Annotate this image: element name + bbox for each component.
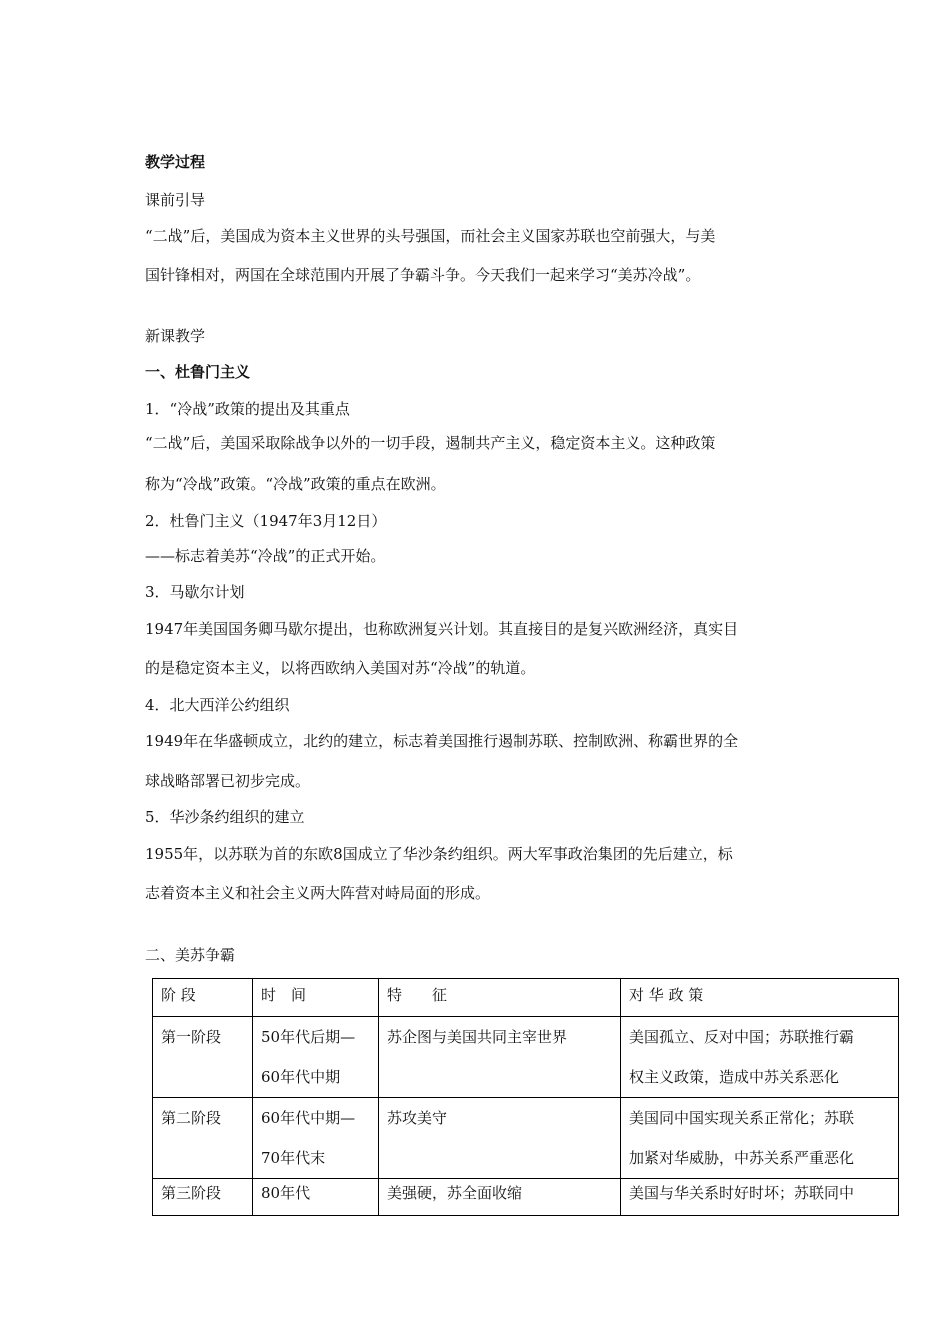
section-title: 教学过程 <box>145 153 206 171</box>
paragraph-line: 1949年在华盛顿成立，北约的建立，标志着美国推行遏制苏联、控制欧洲、称霸世界的全 <box>145 732 739 750</box>
time-cell: 80年代 <box>253 1179 379 1216</box>
policy-cell: 美国同中国实现关系正常化；苏联 加紧对华威胁，中苏关系严重恶化 <box>621 1098 899 1179</box>
paragraph-line: 的是稳定资本主义，以将西欧纳入美国对苏“冷战”的轨道。 <box>145 659 536 677</box>
intro-heading: 课前引导 <box>145 191 206 209</box>
table-row <box>153 1017 899 1098</box>
subheading: 1．“冷战”政策的提出及其重点 <box>145 400 350 418</box>
feature-cell: 苏攻美守 <box>379 1098 621 1179</box>
us-soviet-rivalry-table <box>152 978 899 1216</box>
policy-cell: 美国孤立、反对中国；苏联推行霸 权主义政策，造成中苏关系恶化 <box>621 1017 899 1098</box>
paragraph-line: 1955年，以苏联为首的东欧8国成立了华沙条约组织。两大军事政治集团的先后建立，标 <box>145 845 733 863</box>
policy-cell: 美国与华关系时好时坏；苏联同中 <box>621 1179 899 1216</box>
subheading: 4．北大西洋公约组织 <box>145 696 290 714</box>
header-cell: 特 征 <box>379 979 621 1017</box>
subheading: 5．华沙条约组织的建立 <box>145 808 305 826</box>
paragraph-line: 志着资本主义和社会主义两大阵营对峙局面的形成。 <box>145 884 491 902</box>
stage-cell: 第一阶段 <box>153 1017 253 1098</box>
header-cell: 对 华 政 策 <box>621 979 899 1017</box>
part1-heading: 一、杜鲁门主义 <box>145 363 251 381</box>
table-header-row <box>153 979 899 1017</box>
subheading: 3．马歇尔计划 <box>145 583 245 601</box>
feature-cell: 美强硬，苏全面收缩 <box>379 1179 621 1216</box>
paragraph-line: 称为“冷战”政策。“冷战”政策的重点在欧洲。 <box>145 475 446 493</box>
intro-paragraph-line: “二战”后，美国成为资本主义世界的头号强国，而社会主义国家苏联也空前强大，与美 <box>145 227 716 245</box>
table-row <box>153 1179 899 1216</box>
new-lesson-heading: 新课教学 <box>145 327 206 345</box>
paragraph-line: ——标志着美苏“冷战”的正式开始。 <box>145 547 386 565</box>
subheading: 2．杜鲁门主义（1947年3月12日） <box>145 512 387 530</box>
feature-cell: 苏企图与美国共同主宰世界 <box>379 1017 621 1098</box>
paragraph-line: 1947年美国国务卿马歇尔提出，也称欧洲复兴计划。其直接目的是复兴欧洲经济，真实目 <box>145 620 739 638</box>
time-cell: 50年代后期— 60年代中期 <box>253 1017 379 1098</box>
paragraph-line: 球战略部署已初步完成。 <box>145 772 311 790</box>
part2-heading: 二、美苏争霸 <box>145 946 236 964</box>
paragraph-line: “二战”后，美国采取除战争以外的一切手段，遏制共产主义，稳定资本主义。这种政策 <box>145 434 716 452</box>
stage-cell: 第三阶段 <box>153 1179 253 1216</box>
time-cell: 60年代中期— 70年代末 <box>253 1098 379 1179</box>
table-row <box>153 1098 899 1179</box>
header-cell: 阶 段 <box>153 979 253 1017</box>
header-cell: 时 间 <box>253 979 379 1017</box>
stage-cell: 第二阶段 <box>153 1098 253 1179</box>
intro-paragraph-line: 国针锋相对，两国在全球范围内开展了争霸斗争。今天我们一起来学习“美苏冷战”。 <box>145 266 701 284</box>
